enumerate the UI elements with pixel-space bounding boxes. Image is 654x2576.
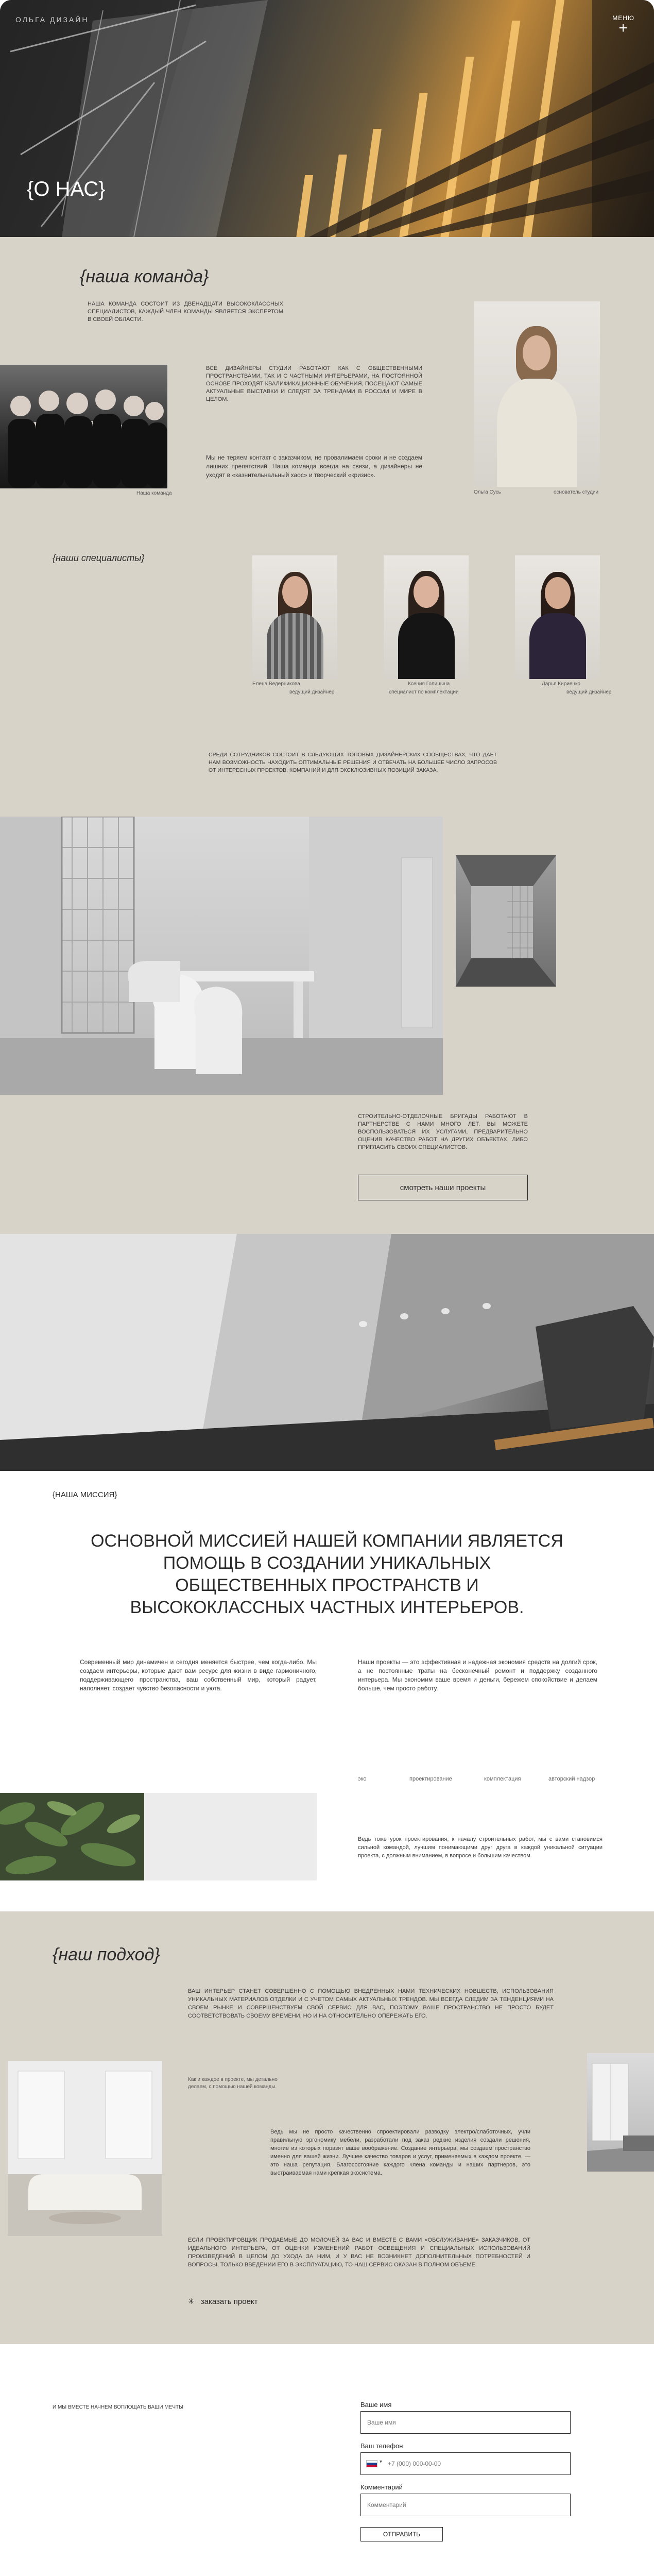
specialist-1-body <box>267 613 323 679</box>
step-equipment: комплектация <box>484 1776 521 1782</box>
chevron-down-icon[interactable]: ▾ <box>380 2459 383 2465</box>
specialist-2-role: специалист по комплектации <box>389 689 459 695</box>
interior-render-stone-wall <box>0 1234 654 1471</box>
phone-field[interactable] <box>360 2452 571 2475</box>
team-paragraph-1: ВСЕ ДИЗАЙНЕРЫ СТУДИИ РАБОТАЮТ КАК С ОБЩЕСТВЕННЫМИ ПРОСТРАНСТВАМИ, ТАК И С ЧАСТНЫМИ ИНТЕРЬЕРАМИ, НА ПОСТОЯННОЙ ОСНОВЕ ПРОХОДЯТ КВАЛИФИКАЦИОННЫЕ ОБУЧЕНИЯ, ПОСЕЩАЮТ САМЫЕ АКТУАЛЬНЫЕ ВЫСТАВКИ И СЛЕДЯТ ЗА ТРЕНДАМИ В РОССИИ И МИРЕ В ЦЕЛОМ. <box>206 365 422 402</box>
russia-flag-icon[interactable] <box>366 2460 377 2467</box>
mission-label: {НАША МИССИЯ} <box>53 1490 117 1499</box>
step-eco: эко <box>358 1776 367 1782</box>
hero-banner <box>0 0 654 237</box>
specialist-1-face <box>282 576 308 608</box>
mission-headline: ОСНОВНОЙ МИССИЕЙ НАШЕЙ КОМПАНИИ ЯВЛЯЕТСЯ ПОМОЩЬ В СОЗДАНИИ УНИКАЛЬНЫХ ОБЩЕСТВЕННЫХ ПРОСТРАНСТВ И ВЫСОКОКЛАССНЫХ ЧАСТНЫХ ИНТЕРЬЕРОВ. <box>91 1531 563 1617</box>
mission-left-text: Современный мир динамичен и сегодня меняется быстрее, чем когда-либо. Мы создаем интерьеры, которые дают вам ресурс для жизни в виде гармоничного, поддерживающего пространства, ваш собственный мир, который радует, наполняет, создает чувство безопасности и уюта. <box>80 1658 317 1692</box>
team-intro: НАША КОМАНДА СОСТОИТ ИЗ ДВЕНАДЦАТИ ВЫСОКОКЛАССНЫХ СПЕЦИАЛИСТОВ, КАЖДЫЙ ЧЛЕН КОМАНДЫ ЯВЛЯЕТСЯ ЭКСПЕРТОМ В СВОЕЙ ОБЛАСТИ. <box>88 301 283 323</box>
order-project-label: заказать проект <box>200 2297 258 2306</box>
dining-render-scene <box>0 817 443 1095</box>
approach-text-1: ВАШ ИНТЕРЬЕР СТАНЕТ СОВЕРШЕННО С ПОМОЩЬЮ ВНЕДРЕННЫХ НАМИ ТЕХНИЧЕСКИХ НОВШЕСТВ, ИСПОЛЬЗОВАНИЯ УНИКАЛЬНЫХ МАТЕРИАЛОВ ОТДЕЛКИ И С УЧЕТОМ САМЫХ АКТУАЛЬНЫХ ТРЕНДОВ. МЫ ВСЕГДА СЛЕДИМ ЗА ТЕНДЕНЦИЯМИ НА СВОЕМ РЫНКЕ И СОВЕРШЕНСТВУЕМ СВОЙ СЕРВИС ДЛЯ ВАС, ПОЭТОМУ ВАШЕ ПРОСТРАНСТВО НЕ ПРОСТО БУДЕТ СООТВЕТСТВОВАТЬ СВОЕМУ ВРЕМЕНИ, НО И НА ОТНОСИТЕЛЬНО ОПЕРЕЖАТЬ ЕГО. <box>188 1988 554 2019</box>
specialist-3-face <box>545 577 571 609</box>
group-photo-people <box>0 365 167 488</box>
specialist-3-role: ведущий дизайнер <box>566 689 612 695</box>
specialist-2-body <box>398 613 455 679</box>
approach-side-photo <box>587 2053 654 2172</box>
specialist-photo-1 <box>252 555 337 679</box>
page-title: {О НАС} <box>27 178 106 200</box>
specialist-2-name: Ксения Голицына <box>408 681 450 687</box>
menu-label: МЕНЮ <box>612 14 634 22</box>
name-input[interactable] <box>360 2411 571 2434</box>
specialist-1-role: ведущий дизайнер <box>289 689 335 695</box>
phone-label: Ваш телефон <box>360 2442 403 2450</box>
plants-image <box>0 1793 317 1880</box>
side-interior-scene <box>587 2053 654 2172</box>
founder-caption-name: Ольга Сусь <box>474 489 501 495</box>
step-supervision: авторский надзор <box>548 1776 595 1782</box>
comment-input[interactable] <box>360 2494 571 2516</box>
founder-photo <box>474 301 600 487</box>
name-label: Ваше имя <box>360 2401 392 2409</box>
comment-label: Комментарий <box>360 2483 403 2491</box>
approach-image-caption: Как и каждое в проекте, мы детально делаем, с помощью нашей команды. <box>188 2077 278 2090</box>
founder-face <box>523 335 550 370</box>
specialists-title: {наши специалисты} <box>53 553 145 563</box>
menu-button[interactable] <box>612 14 634 35</box>
specialist-photo-2 <box>384 555 469 679</box>
approach-text-2: Ведь мы не просто качественно спроектировали разводку электро/слаботочных, учли правильную эргономику мебели, разработали под заказ редкие изделия создали решения, многие из которых поразят ваше воображение. Создание интерьера, мы создаем пространство именно для вашей жизни. Лучшее качество товаров и услуг, применяемых в каждом проекте, — это наша репутация. Благосостояние каждого члена команды и наших партнеров, это выстраиваемая нами крепкая экосистема. <box>270 2129 530 2176</box>
garden-text: Ведь тоже урок проектирования, к началу строительных работ, мы с вами становимся сильной командой, лучшим понимающими друг друга в каждой уникальной ситуации проекта, с должным вниманием, в вопросе и большим качеством. <box>358 1836 603 1859</box>
specialist-3-name: Дарья Кириенко <box>542 681 580 687</box>
stone-wall-scene <box>0 1234 654 1471</box>
view-projects-button[interactable]: смотреть наши проекты <box>358 1175 528 1200</box>
group-photo-caption: Наша команда <box>136 490 172 496</box>
specialists-description: СРЕДИ СОТРУДНИКОВ СОСТОИТ В СЛЕДУЮЩИХ ТОПОВЫХ ДИЗАЙНЕРСКИХ СООБЩЕСТВАХ, ЧТО ДАЕТ НАМ ВОЗМОЖНОСТЬ НАХОДИТЬ ОПТИМАЛЬНЫЕ РЕШЕНИЯ И ОТВЕЧАТЬ НА БОЛЬШЕЕ ЧИСЛО ЗАПРОСОВ ОТ ИНТЕРЕСНЫХ ПРОЕКТОВ, КОМПАНИЙ И ДЛЯ ЭКСКЛЮЗИВНЫХ ПОЗИЦИЙ ЗАКАЗА. <box>209 752 497 773</box>
submit-button[interactable]: ОТПРАВИТЬ <box>360 2527 443 2541</box>
specialist-3-body <box>529 613 586 679</box>
site-logo[interactable]: ОЛЬГА ДИЗАЙН <box>15 15 89 24</box>
specialist-2-face <box>414 576 439 608</box>
team-group-photo <box>0 365 167 488</box>
projects-text: СТРОИТЕЛЬНО-ОТДЕЛОЧНЫЕ БРИГАДЫ РАБОТАЮТ В ПАРТНЕРСТВЕ С НАМИ МНОГО ЛЕТ. ВЫ МОЖЕТЕ ВОСПОЛЬЗОВАТЬСЯ ИХ УСЛУГАМИ, ПРЕДВАРИТЕЛЬНО ОЦЕНИВ КАЧЕСТВО РАБОТ НА ДРУГИХ ОБЪЕКТАХ, ЛИБО ПРИГЛАСИТЬ СВОИХ СПЕЦИАЛИСТОВ. <box>358 1113 528 1150</box>
team-title: {наша команда} <box>80 267 209 286</box>
living-room-scene <box>8 2061 162 2236</box>
mission-right-text: Наши проекты — это эффективная и надежная экономия средств на долгий срок, а не постоянные траты на бесконечный ремонт и поддержку созданного интерьера. Мы экономим ваше время и деньги, бережем спокойствие и делаем больше, чем просто работу. <box>358 1658 597 1692</box>
approach-text-3: ЕСЛИ ПРОЕКТИРОВЩИК ПРОДАЕМЫЕ ДО МОЛОЧЕЙ ЗА ВАС И ВМЕСТЕ С ВАМИ «ОБСЛУЖИВАНИЕ» ЗАКАЗЧИКОВ, ОТ ИДЕАЛЬНОГО ИНТЕРЬЕРА, ОТ ОЦЕНКИ ИЗМЕНЕНИЙ РАБОТ ОСВЕЩЕНИЯ И СПЕЦИАЛЬНЫХ ИСПОЛЬЗОВАНИЙ ПРОИЗВЕДЕНИЙ В ЦЕЛОМ ДО УХОДА ЗА НИМ, И У ВАС НЕ ВОЗНИКНЕТ ДОПОЛНИТЕЛЬНЫХ ПОТРЕБНОСТЕЙ И ВОПРОСЫ, ТОЛЬКО ВВЕДЕНИИ ЕГО В ЭКСПЛУАТАЦИЮ, ТО НАШ СЕРВИС ОКАЗАН В ПОЛНОМ ОБЪЕМЕ. <box>188 2237 530 2268</box>
founder-jacket <box>497 379 577 487</box>
phone-input[interactable] <box>388 2453 568 2474</box>
order-project-link[interactable] <box>188 2297 258 2306</box>
approach-living-room-photo <box>8 2061 162 2236</box>
specialist-1-name: Елена Ведерникова <box>252 681 300 687</box>
team-paragraph-2: Мы не теряем контакт с заказчиком, не провалимаем сроки и не создаем лишних препятствий. Наша команда всегда на связи, а дизайнеры не уходят в «казнительнальный хаос» и творческий «кризис». <box>206 454 422 479</box>
step-design: проектирование <box>409 1776 452 1782</box>
form-intro: И МЫ ВМЕСТЕ НАЧНЕМ ВОПЛОЩАТЬ ВАШИ МЕЧТЫ <box>53 2404 183 2410</box>
approach-title: {наш подход} <box>53 1945 160 1964</box>
corridor-render-scene <box>456 855 556 987</box>
garden-photo <box>0 1793 317 1880</box>
interior-render-dining <box>0 817 443 1095</box>
interior-render-corridor <box>456 855 556 987</box>
founder-caption-role: основатель студии <box>554 489 599 495</box>
plus-icon: + <box>618 20 628 37</box>
hero-staircase-image <box>0 0 654 237</box>
star-icon: ✳ <box>188 2297 195 2306</box>
specialist-photo-3 <box>515 555 600 679</box>
